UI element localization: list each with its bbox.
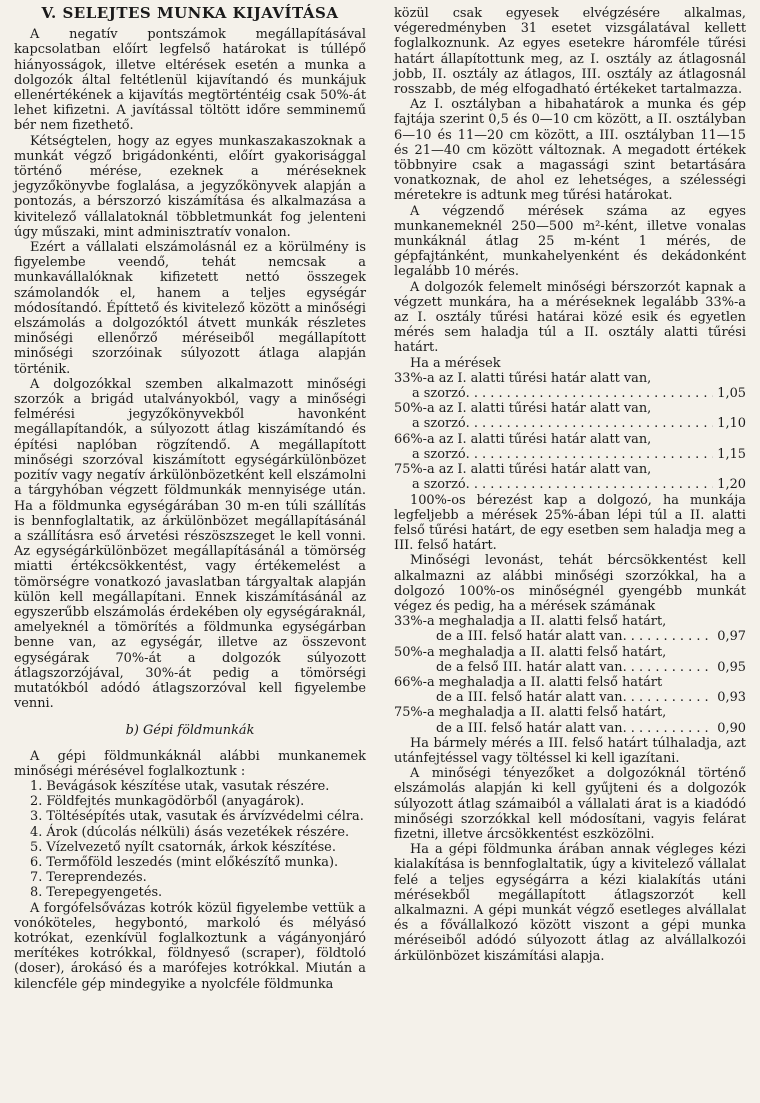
multiplier-value: 0,90: [717, 720, 746, 736]
left-column: [14, 6, 366, 992]
bonus-condition: 75%-a az I. alatti tűrési határ alatt van,: [394, 462, 652, 478]
list-item: 7. Tereprendezés.: [30, 870, 147, 886]
multiplier-value: 1,20: [717, 477, 746, 493]
multiplier-label: de a felső III. határ alatt van: [436, 659, 623, 675]
bonus-item: [394, 401, 746, 431]
bonus-item: [394, 462, 746, 492]
multiplier-value: 1,10: [717, 416, 746, 432]
deduction-item: [394, 705, 746, 735]
paragraph: Ha a gépi földmunka árában annak végleges kézi kialakítása is bennfoglaltatik, úgy a kivitelező vállalat felé a teljes egységárra a kézi kialakítás utáni mérésekből megállapított átlagszorzót kell alkalmazni. A gépi munkát végző esetleges alvállalat és a fővállalkozó között viszont a gépi munka méréseiből adódó súlyozott átlag az alvállalkozói árkülönbözet kiszámítási alapja.: [394, 842, 746, 964]
dot-leader: [466, 447, 714, 462]
bonus-row: [394, 477, 746, 492]
multiplier-label: a szorzó: [412, 386, 466, 402]
list-item: 8. Terepegyengetés.: [30, 885, 163, 901]
paragraph: Az I. osztályban a hibahatárok a munka és gép fajtája szerint 0,5 és 0—10 cm között, a II. osztályban 6—10 és 11—20 cm között, a III. osztályban 11—15 és 21—40 cm között változnak. A megadott értékek többnyire csak a magassági szint betartására vonatkoznak, de ahol ez lehetséges, a szélességi méretekre is adtunk meg tűrési határokat.: [394, 97, 746, 204]
multiplier-value: 1,15: [717, 446, 746, 462]
bonus-condition: 66%-a az I. alatti tűrési határ alatt van,: [394, 431, 652, 447]
multiplier-value: 1,05: [717, 386, 746, 402]
bonus-condition: 50%-a az I. alatti tűrési határ alatt van,: [394, 401, 652, 417]
multiplier-label: de a III. felső határ alatt van: [436, 629, 623, 645]
paragraph: A dolgozókkal szemben alkalmazott minőségi szorzók a brigád utalványokból, vagy a minőségi felmérési jegyzőkönyvekből havonként megállapítandók, a súlyozott átlag kiszámítandó és építési naplóban rögzítendő. A megállapított minőségi szorzóval kiszámított egységárkülönbözet pozitív vagy negatív árkülönbözetként kell elszámolni a tárgyhóban végzett földmunkák mennyisége után. Ha a földmunka egységárában 30 m-en túli szállítás is bennfoglaltatik, az árkülönbözet megállapításánál a szállításra eső árvetési részöszszeget le kell vonni. Az egységárkülönbözet megállapításánál a tömörség miatti értékcsökkentést, vagy értékemelést a tömörségre vonatkozó javaslatban tárgyaltak alapján külön kell megállapítani. Ennek kiszámításánál az egyszerűbb elszámolás érdekében oly egységáraknál, amelyeknél a tömörítés a földmunka egységárban benne van, az egységár, illetve az összevont egységárak 70%-át a dolgozók súlyozott átlagszorzójával, 30%-át pedig a tömörségi mutatókból adódó átlagszorzóval kell figyelembe venni.: [14, 376, 366, 712]
work-type-list: [14, 779, 366, 901]
list-item: 5. Vízelvezető nyílt csatornák, árkok készítése.: [30, 839, 336, 855]
deduction-condition: 33%-a meghaladja a II. alatti felső határt,: [394, 614, 667, 630]
paragraph: A minőségi tényezőket a dolgozóknál történő elszámolás alapján ki kell gyűjteni és a dolgozók súlyozott átlag számaiból a vállalati árat is a kiadódó minőségi szorzókkal kell módosítani, vagyis felárat fizetni, illetve árcsökkentést eszközölni.: [394, 766, 746, 842]
dot-leader: [623, 629, 714, 644]
multiplier-value: 0,95: [717, 659, 746, 675]
dot-leader: [623, 690, 714, 705]
dot-leader: [466, 477, 714, 492]
bonus-row: [394, 416, 746, 431]
dot-leader: [623, 721, 714, 736]
paragraph: Minőségi levonást, tehát bércsökkentést kell alkalmazni az alábbi minőségi szorzókkal, ha a dolgozó 100%-os minőségnél gyengébb munkát végez és pedig, ha a mérések számának: [394, 553, 746, 614]
paragraph: A negatív pontszámok megállapításával kapcsolatban előírt legfelső határokat is túllépő hiányosságok, illetve eltérések esetén a munka a dolgozók által feltétlenül kijavítandó és munkájuk ellenértékének a kijavítás megtörténtéig csak 50%-át lehet kifizetni. A javítással töltött időre semminemű bér nem fizethető.: [14, 27, 366, 134]
paragraph: A gépi földmunkáknál alábbi munkanemek minőségi mérésével foglalkoztunk :: [14, 748, 366, 779]
paragraph: Kétségtelen, hogy az egyes munkaszakaszoknak a munkát végző brigádonkénti, előírt gyakorisággal történő mérése, ezeknek a méréseknek jegyzőkönyvbe foglalása, a jegyzőkönyvek alapján a pontozás, a bérszorzó kiszámítása és alkalmazása a kivitelező vállalatoknál többletmunkát fog jelenteni úgy műszaki, mint adminisztratív vonalon.: [14, 133, 366, 240]
multiplier-label: a szorzó: [412, 477, 466, 493]
deduction-condition: 50%-a meghaladja a II. alatti felső határt,: [394, 644, 667, 660]
deduction-condition: 75%-a meghaladja a II. alatti felső határt,: [394, 705, 667, 721]
deduction-row: [394, 660, 746, 675]
paragraph: A dolgozók felemelt minőségi bérszorzót kapnak a végzett munkára, ha a méréseknek legalább 33%-a az I. osztály tűrési határai közé esik és egyetlen mérés sem haladja túl a II. osztály alatti tűrési határt.: [394, 279, 746, 356]
multiplier-label: de a III. felső határ alatt van: [436, 720, 623, 736]
bonus-item: [394, 371, 746, 401]
multiplier-label: de a III. felső határ alatt van: [436, 690, 623, 706]
dot-leader: [623, 660, 714, 675]
list-item: 2. Földfejtés munkagödörből (anyagárok).: [30, 794, 305, 810]
dot-leader: [466, 386, 714, 401]
deduction-condition: 66%-a meghaladja a II. alatti felső határt: [394, 674, 663, 690]
multiplier-label: a szorzó: [412, 446, 466, 462]
deduction-row: [394, 690, 746, 705]
subsection-heading: b) Gépi földmunkák: [125, 723, 255, 739]
deduction-row: [394, 629, 746, 644]
paragraph: közül csak egyesek elvégzésére alkalmas, végeredményben 31 esetet vizsgálatával kellett foglalkoznunk. Az egyes esetekre háromféle tűrési határt állapítottunk meg, az I. osztály az átlagosnál jobb, II. osztály az átlagos, III. osztály az átlagosnál rosszabb, de még elfogadható értékeket tartalmazza.: [394, 6, 746, 98]
multiplier-label: a szorzó: [412, 416, 466, 432]
bonus-row: [394, 447, 746, 462]
bonus-multiplier-list: [394, 371, 746, 493]
deduction-item: [394, 614, 746, 644]
list-item: 1. Bevágások készítése utak, vasutak részére.: [30, 778, 330, 794]
paragraph: 100%-os bérezést kap a dolgozó, ha munkája legfeljebb a mérések 25%-ában lépi túl a II. alatti felső tűrési határt, de egy esetben sem haladja meg a III. felső határt.: [394, 492, 746, 554]
deduction-item: [394, 675, 746, 705]
multiplier-value: 0,97: [717, 629, 746, 645]
section-title: V. SELEJTES MUNKA KIJAVÍTÁSA: [41, 4, 339, 22]
paragraph: A végzendő mérések száma az egyes munkanemeknél 250—500 m²-ként, illetve vonalas munkáknál átlag 25 m-ként 1 mérés, de gépfajtánként, munkahelyenként és dekádonként legalább 10 mérés.: [394, 203, 746, 280]
dot-leader: [466, 416, 714, 431]
deduction-item: [394, 645, 746, 675]
deduction-multiplier-list: [394, 614, 746, 736]
right-column: [394, 6, 746, 992]
two-column-layout: [14, 6, 746, 992]
paragraph: Ha a mérések: [410, 355, 501, 371]
paragraph: A forgófelsővázas kotrók közül figyelembe vettük a vonóköteles, hegybontó, markoló és mélyásó kotrókat, ezenkívül foglalkoztunk a vágányonjáró merítékes kotrókkal, földnyeső (scraper), földtoló (doser), árokásó és a marófejes kotrókkal. Miután a kilencféle gép mindegyike a nyolcféle földmunka: [14, 900, 366, 992]
paragraph: Ha bármely mérés a III. felső határt túlhaladja, azt utánfejtéssel vagy töltéssel ki kell igazítani.: [394, 735, 746, 766]
bonus-condition: 33%-a az I. alatti tűrési határ alatt van,: [394, 370, 652, 386]
paragraph: Ezért a vállalati elszámolásnál ez a körülmény is figyelembe veendő, tehát nemcsak a munkavállalóknak kifizetett nettó összegek számolandók el, hanem a teljes egységár módosítandó. Építtető és kivitelező között a minőségi elszámolás a dolgozóktól átvett munkák részletes minőségi ellenőrző méréseiből megállapított minőségi szorzóinak súlyozott átlaga alapján történik.: [14, 240, 366, 377]
multiplier-value: 0,93: [717, 690, 746, 706]
bonus-item: [394, 432, 746, 462]
list-item: 6. Termőföld leszedés (mint előkészítő munka).: [30, 854, 339, 870]
deduction-row: [394, 721, 746, 736]
list-item: 3. Töltésépítés utak, vasutak és árvízvédelmi célra.: [30, 809, 364, 825]
bonus-row: [394, 386, 746, 401]
list-item: 4. Árok (dúcolás nélküli) ásás vezetékek részére.: [30, 824, 350, 840]
